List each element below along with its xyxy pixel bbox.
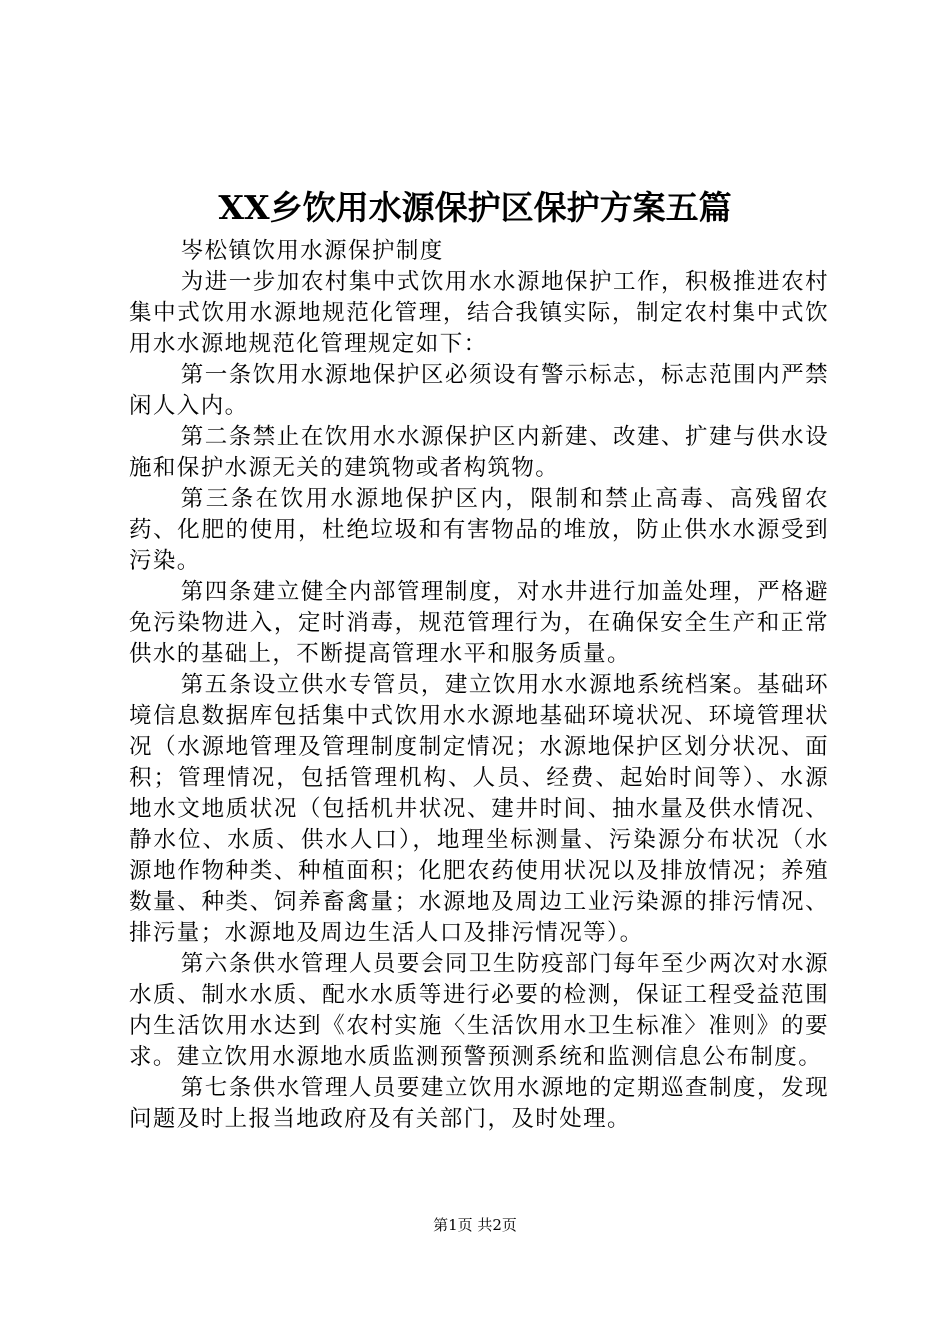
document-body: [129, 236, 829, 1135]
article-1-paragraph: 第一条饮用水源地保护区必须设有警示标志，标志范围内严禁闲人入内。: [129, 362, 829, 419]
page-footer: 第1页 共2页: [433, 1216, 517, 1234]
intro-paragraph: 为进一步加农村集中式饮用水水源地保护工作，积极推进农村集中式饮用水源地规范化管理，结合我镇实际，制定农村集中式饮用水水源地规范化管理规定如下：: [129, 269, 829, 357]
article-2-paragraph: 第二条禁止在饮用水水源保护区内新建、改建、扩建与供水设施和保护水源无关的建筑物或者构筑物。: [129, 424, 829, 481]
article-5-paragraph: 第五条设立供水专管员，建立饮用水水源地系统档案。基础环境信息数据库包括集中式饮用水水源地基础环境状况、环境管理状况（水源地管理及管理制度制定情况；水源地保护区划分状况、面积；管理情况，包括管理机构、人员、经费、起始时间等）、水源地水文地质状况（包括机井状况、建井时间、抽水量及供水情况、静水位、水质、供水人口），地理坐标测量、污染源分布状况（水源地作物种类、种植面积；化肥农药使用状况以及排放情况；养殖数量、种类、饲养畜禽量；水源地及周边工业污染源的排污情况、排污量；水源地及周边生活人口及排污情况等）。: [129, 672, 829, 946]
article-7-paragraph: 第七条供水管理人员要建立饮用水源地的定期巡查制度，发现问题及时上报当地政府及有关部门，及时处理。: [129, 1075, 829, 1132]
article-6-paragraph: 第六条供水管理人员要会同卫生防疫部门每年至少两次对水源水质、制水水质、配水水质等进行必要的检测，保证工程受益范围内生活饮用水达到《农村实施〈生活饮用水卫生标准〉准则》的要求。建立饮用水源地水质监测预警预测系统和监测信息公布制度。: [129, 951, 829, 1070]
article-4-paragraph: 第四条建立健全内部管理制度，对水井进行加盖处理，严格避免污染物进入，定时消毒，规范管理行为，在确保安全生产和正常供水的基础上，不断提高管理水平和服务质量。: [129, 579, 829, 667]
document-title: XX乡饮用水源保护区保护方案五篇: [218, 188, 732, 227]
article-3-paragraph: 第三条在饮用水源地保护区内，限制和禁止高毒、高残留农药、化肥的使用，杜绝垃圾和有害物品的堆放，防止供水水源受到污染。: [129, 486, 829, 574]
section-heading: 岑松镇饮用水源保护制度: [180, 238, 444, 264]
